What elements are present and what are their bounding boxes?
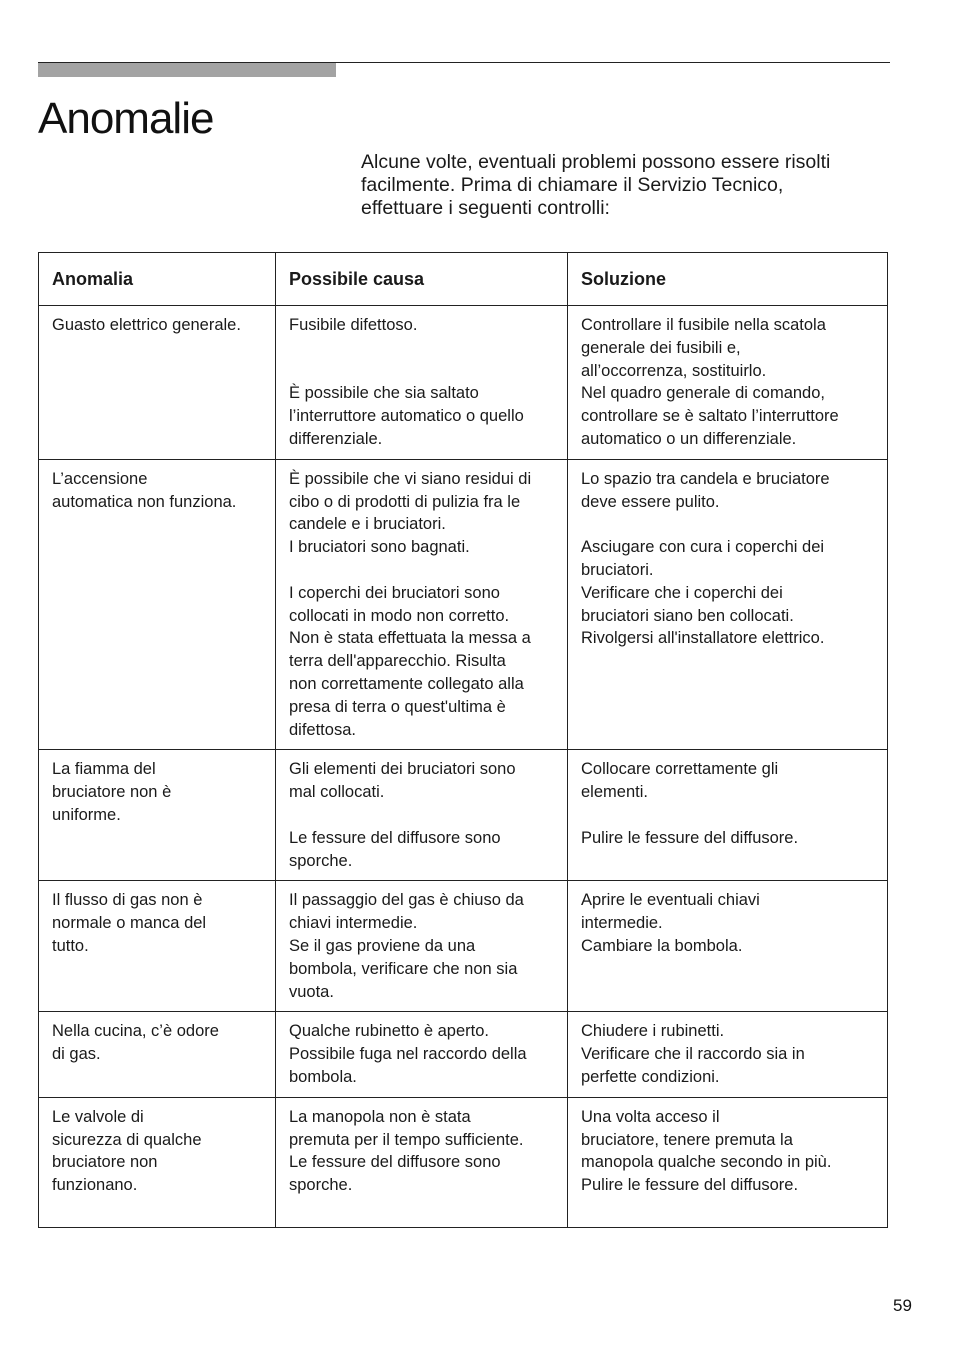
cell-line: Nel quadro generale di comando, [581, 384, 825, 403]
cell-line: Controllare il fusibile nella scatola [581, 316, 826, 334]
cell-line: È possibile che sia saltato [289, 384, 479, 403]
cell-line: La manopola non è stata [289, 1107, 471, 1126]
cell-soluzione [568, 1097, 888, 1227]
cell-line: non correttamente collegato alla [289, 674, 524, 693]
cell-line: Verificare che i coperchi dei [581, 583, 783, 602]
cell-line: Gli elementi dei bruciatori sono [289, 760, 516, 779]
cell-line: Asciugare con cura i coperchi dei [581, 538, 825, 557]
cell-line: Lo spazio tra candela e bruciatore [581, 469, 830, 488]
intro-line: Alcune volte, eventuali problemi possono essere risolti [361, 151, 831, 173]
cell-line: Qualche rubinetto è aperto. [289, 1022, 489, 1041]
cell-line: Non è stata effettuata la messa a [289, 629, 531, 648]
intro-paragraph [361, 151, 901, 220]
cell-line: intermedie. [581, 914, 663, 933]
cell-line: presa di terra o quest'ultima è [289, 697, 506, 716]
cell-line: terra dell'apparecchio. Risulta [289, 652, 506, 671]
cell-causa [276, 750, 568, 881]
cell-line: Pulire le fessure del diffusore. [581, 828, 799, 847]
cell-line: chiavi intermedie. [289, 914, 418, 933]
cell-line: manopola qualche secondo in più. [581, 1153, 832, 1172]
cell-line: Cambiare la bombola. [581, 936, 743, 955]
column-header-causa: Possibile causa [276, 253, 568, 306]
table-row [39, 306, 888, 460]
cell-line: automatico o un differenziale. [581, 429, 797, 448]
cell-line: funzionano. [52, 1176, 138, 1195]
cell-line: Fusibile difettoso. [289, 316, 418, 334]
cell-line: sporche. [289, 1176, 353, 1195]
cell-line: Il passaggio del gas è chiuso da [289, 891, 524, 910]
cell-line: bombola. [289, 1067, 357, 1086]
cell-line: Aprire le eventuali chiavi [581, 891, 760, 910]
cell-line: Chiudere i rubinetti. [581, 1022, 725, 1041]
cell-line: Verificare che il raccordo sia in [581, 1045, 805, 1064]
cell-line: L’accensione [52, 469, 148, 488]
cell-anomalia [39, 881, 276, 1012]
cell-line: Una volta acceso il [581, 1107, 720, 1126]
cell-line: premuta per il tempo sufficiente. [289, 1130, 524, 1149]
cell-line: Le fessure del diffusore sono [289, 1153, 501, 1172]
troubleshooting-table [38, 252, 888, 1228]
cell-line: Il flusso di gas non è [52, 891, 203, 910]
cell-line: bombola, verificare che non sia [289, 959, 518, 978]
table-row [39, 750, 888, 881]
cell-soluzione [568, 1012, 888, 1097]
column-header-soluzione: Soluzione [568, 253, 888, 306]
cell-line: uniforme. [52, 805, 121, 824]
cell-line: normale o manca del [52, 914, 207, 933]
table-row [39, 881, 888, 1012]
cell-anomalia [39, 306, 276, 460]
cell-line: l’interruttore automatico o quello [289, 407, 524, 426]
cell-line: perfette condizioni. [581, 1067, 720, 1086]
cell-line: candele e i bruciatori. [289, 515, 446, 534]
cell-anomalia [39, 1012, 276, 1097]
cell-line: sporche. [289, 851, 353, 870]
cell-soluzione [568, 881, 888, 1012]
cell-line: bruciatore non è [52, 783, 172, 802]
cell-line: Rivolgersi all'installatore elettrico. [581, 629, 825, 648]
cell-line: collocati in modo non corretto. [289, 606, 510, 625]
cell-causa [276, 1012, 568, 1097]
header-rule-bar [38, 63, 336, 77]
cell-line: Possibile fuga nel raccordo della [289, 1045, 527, 1064]
cell-line: Le fessure del diffusore sono [289, 828, 501, 847]
cell-line: I coperchi dei bruciatori sono [289, 583, 500, 602]
cell-line: I bruciatori sono bagnati. [289, 538, 470, 557]
cell-line: Collocare correttamente gli [581, 760, 779, 779]
cell-line: Guasto elettrico generale. [52, 316, 241, 334]
cell-line: elementi. [581, 783, 648, 802]
cell-line: automatica non funziona. [52, 492, 237, 511]
cell-line: È possibile che vi siano residui di [289, 469, 532, 488]
cell-line: sicurezza di qualche [52, 1130, 202, 1149]
cell-line: La fiamma del [52, 760, 156, 779]
table-row [39, 1097, 888, 1227]
cell-soluzione [568, 459, 888, 750]
cell-line: Nella cucina, c’è odore [52, 1022, 219, 1041]
page-title: Anomalie [38, 94, 214, 143]
cell-line: di gas. [52, 1045, 101, 1064]
table-row [39, 459, 888, 750]
cell-causa [276, 1097, 568, 1227]
cell-line: bruciatore non [52, 1153, 158, 1172]
cell-line: mal collocati. [289, 783, 385, 802]
cell-causa [276, 459, 568, 750]
cell-line: all’occorrenza, sostituirlo. [581, 361, 767, 380]
cell-line: cibo o di prodotti di pulizia fra le [289, 492, 521, 511]
cell-line: deve essere pulito. [581, 492, 720, 511]
cell-line: bruciatori. [581, 560, 654, 579]
cell-line: vuota. [289, 982, 334, 1001]
cell-line: controllare se è saltato l’interruttore [581, 407, 839, 426]
cell-line: bruciatori siano ben collocati. [581, 606, 794, 625]
table-header-row [39, 253, 888, 306]
intro-line: facilmente. Prima di chiamare il Servizio Tecnico, [361, 174, 784, 196]
cell-line: Pulire le fessure del diffusore. [581, 1176, 799, 1195]
cell-soluzione [568, 306, 888, 460]
cell-soluzione [568, 750, 888, 881]
cell-anomalia [39, 1097, 276, 1227]
column-header-anomalia: Anomalia [39, 253, 276, 306]
cell-line: difettosa. [289, 720, 356, 739]
cell-line: tutto. [52, 936, 89, 955]
cell-line: bruciatore, tenere premuta la [581, 1130, 793, 1149]
cell-causa [276, 881, 568, 1012]
table-row [39, 1012, 888, 1097]
page-number: 59 [893, 1296, 912, 1315]
cell-line: Se il gas proviene da una [289, 936, 476, 955]
cell-line: Le valvole di [52, 1107, 144, 1126]
intro-line: effettuare i seguenti controlli: [361, 197, 610, 219]
cell-line: differenziale. [289, 429, 383, 448]
cell-anomalia [39, 750, 276, 881]
cell-anomalia [39, 459, 276, 750]
cell-line: generale dei fusibili e, [581, 338, 741, 357]
cell-causa [276, 306, 568, 460]
